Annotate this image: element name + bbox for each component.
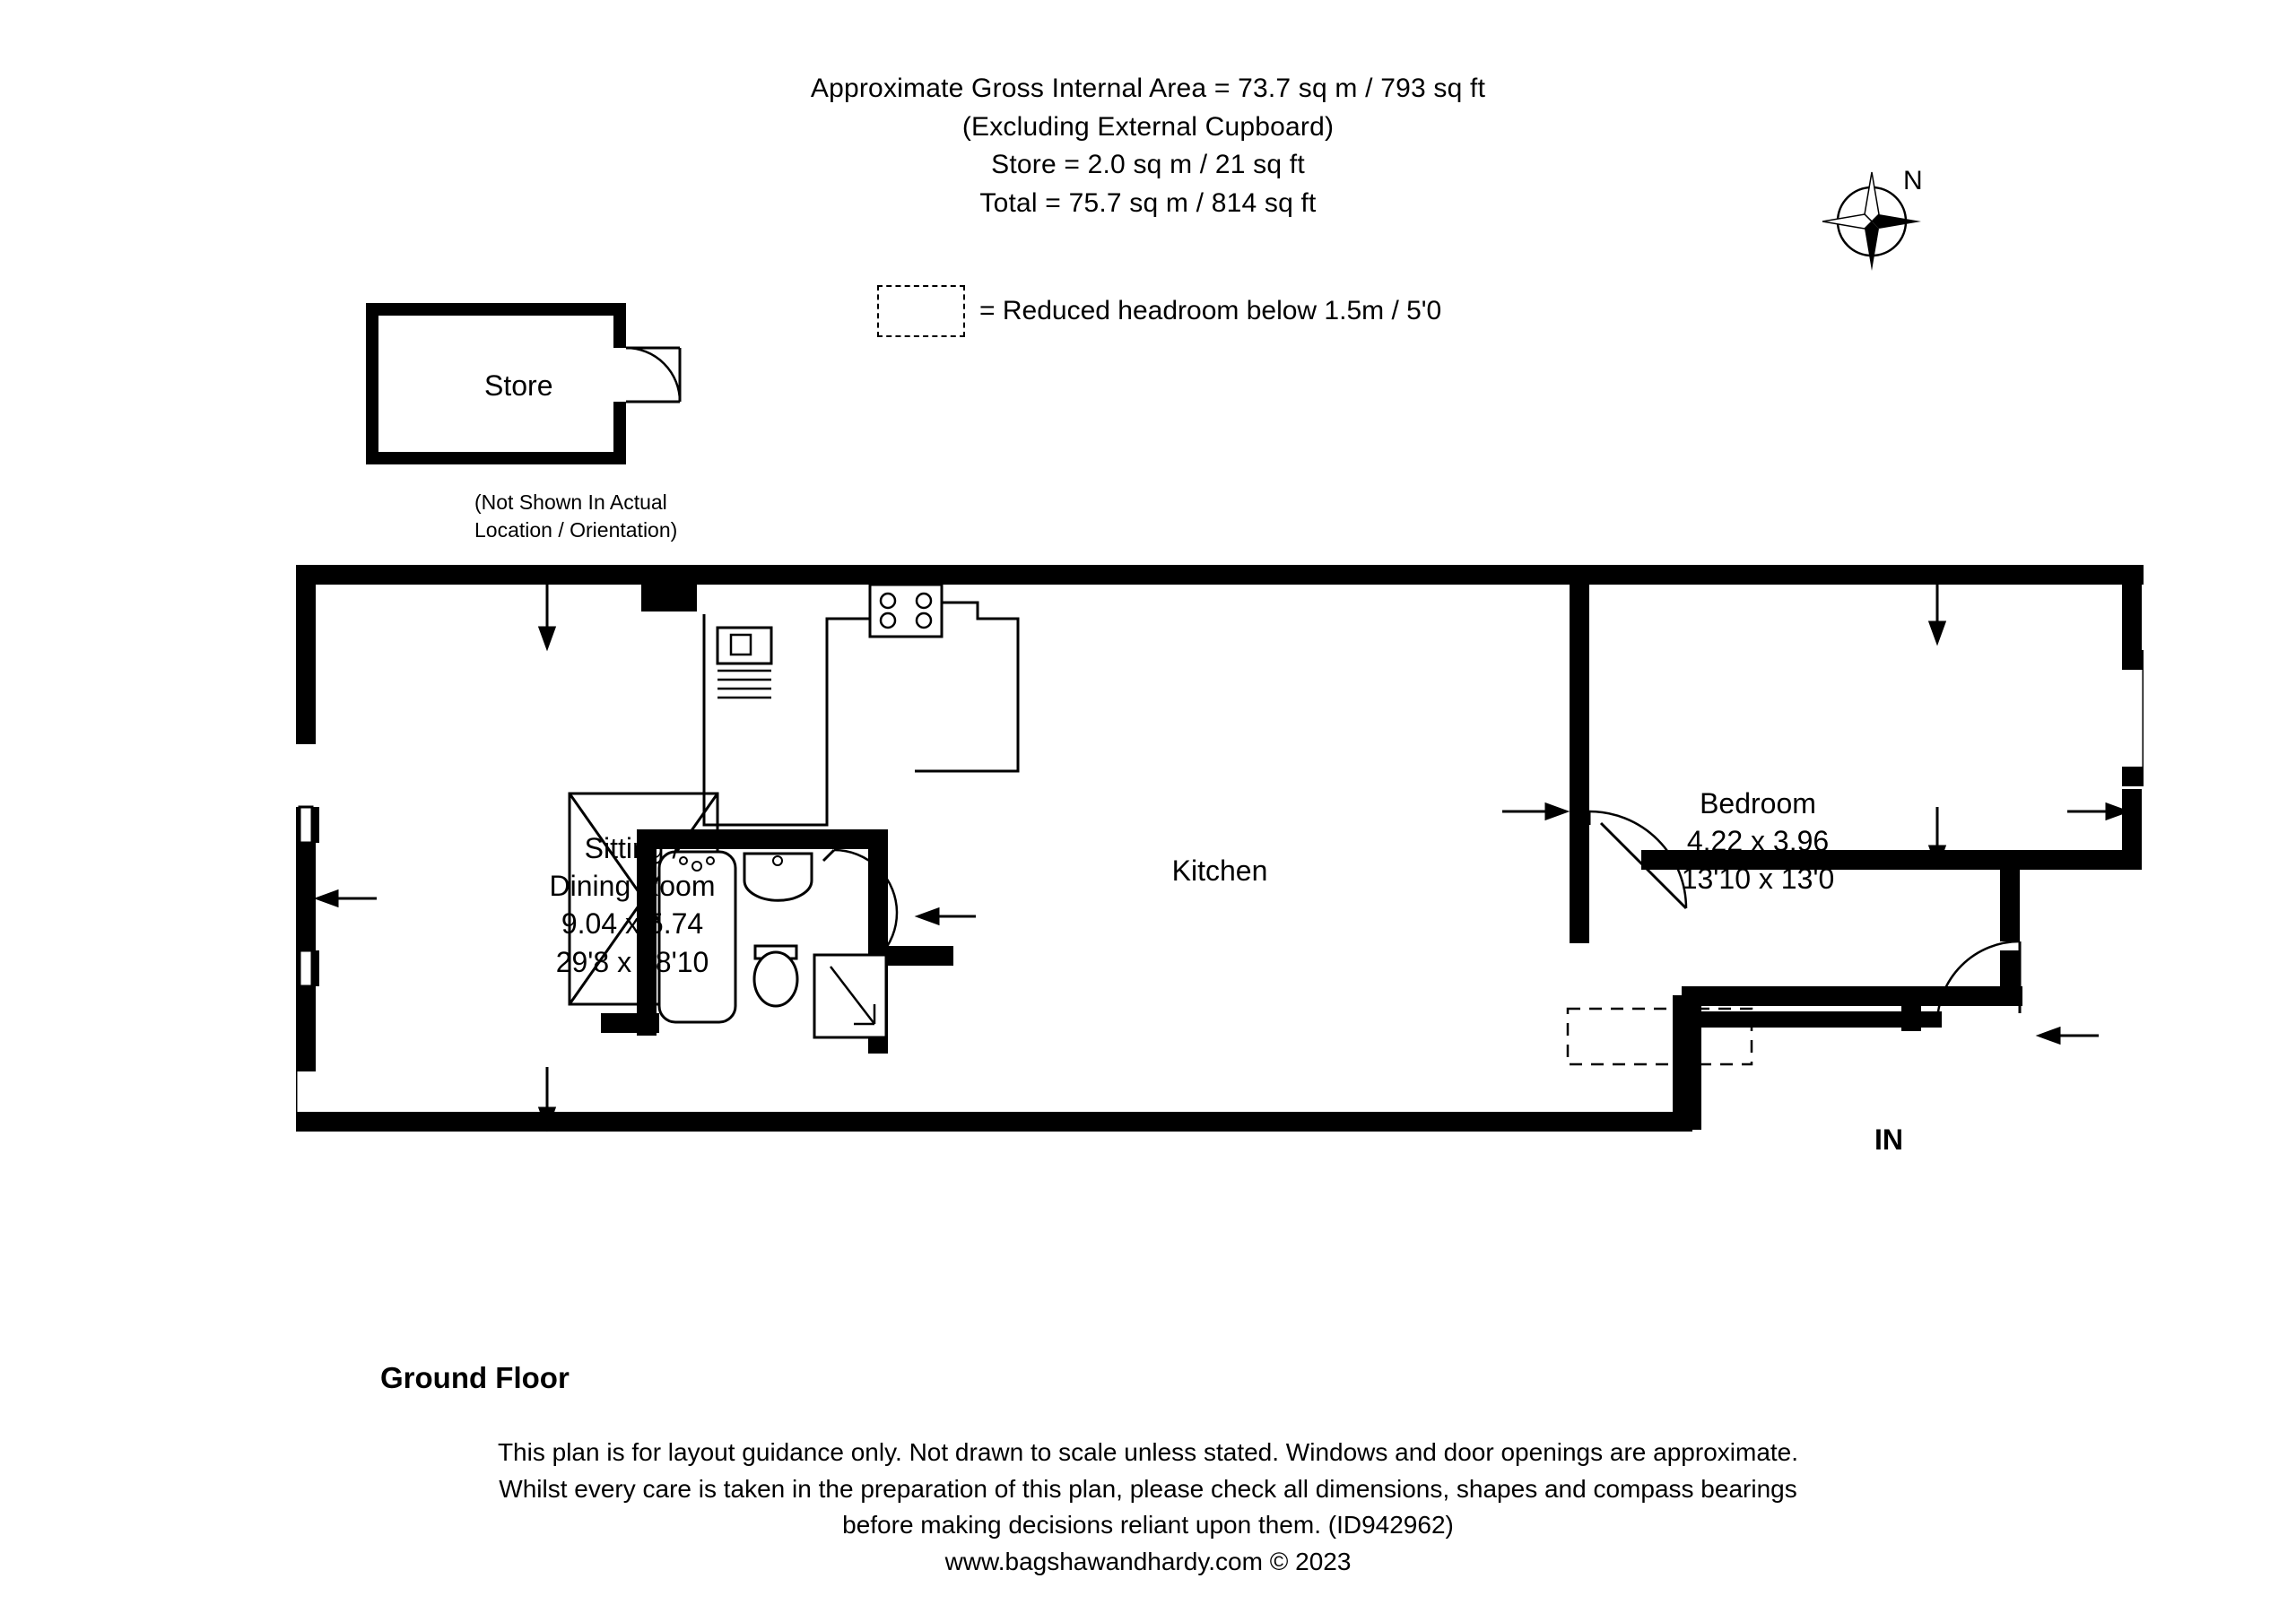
kitchen-fixtures: [641, 585, 1018, 825]
store-note-line2: Location / Orientation): [474, 518, 678, 542]
store-note-line1: (Not Shown In Actual: [474, 490, 667, 514]
room-label-sitting-dining: [484, 829, 780, 981]
legend-label: = Reduced headroom below 1.5m / 5'0: [979, 296, 1442, 325]
store-room-label: Store: [484, 369, 553, 402]
disclaimer-line3: before making decisions reliant upon them. (ID942962): [842, 1511, 1454, 1540]
website-copyright: www.bagshawandhardy.com © 2023: [944, 1547, 1352, 1575]
sitting-dim-metric: 9.04 x 5.74: [561, 907, 704, 941]
disclaimer-line2: Whilst every care is taken in the preparation of this plan, please check all dimensions, shapes and compass bearings: [499, 1474, 1797, 1503]
window-left-lower: [300, 950, 312, 986]
store-location-note: [474, 489, 677, 544]
disclaimer-line1: This plan is for layout guidance only. Not drawn to scale unless stated. Windows and door openings are approximate.: [497, 1438, 1799, 1466]
area-store: Store = 2.0 sq m / 21 sq ft: [991, 150, 1305, 180]
room-label-bedroom: [1605, 785, 1910, 898]
area-summary: [0, 70, 2296, 222]
bedroom-dim-imperial: 13'10 x 13'0: [1681, 863, 1835, 896]
area-gross-internal: Approximate Gross Internal Area = 73.7 sq m / 793 sq ft: [810, 74, 1486, 103]
room-label-kitchen: [1103, 852, 1336, 889]
reduced-headroom-swatch: [877, 285, 965, 337]
compass-north-label: N: [1903, 166, 1923, 195]
bedroom-dim-metric: 4.22 x 3.96: [1686, 825, 1830, 858]
bedroom-label-line1: Bedroom: [1700, 787, 1816, 820]
disclaimer: [0, 1435, 2296, 1580]
kitchen-label-line1: Kitchen: [1171, 854, 1268, 887]
area-total: Total = 75.7 sq m / 814 sq ft: [979, 187, 1317, 218]
legend: [877, 285, 1441, 337]
sitting-label-line2: Dining Room: [549, 870, 716, 903]
sitting-dim-imperial: 29'8 x 18'10: [555, 945, 709, 978]
window-left-upper: [300, 807, 312, 843]
area-exclusion-note: (Excluding External Cupboard): [961, 111, 1335, 142]
floor-title: Ground Floor: [380, 1361, 570, 1394]
sitting-label-line1: Sitting /: [584, 832, 681, 864]
entrance-label: IN: [1874, 1123, 1903, 1156]
